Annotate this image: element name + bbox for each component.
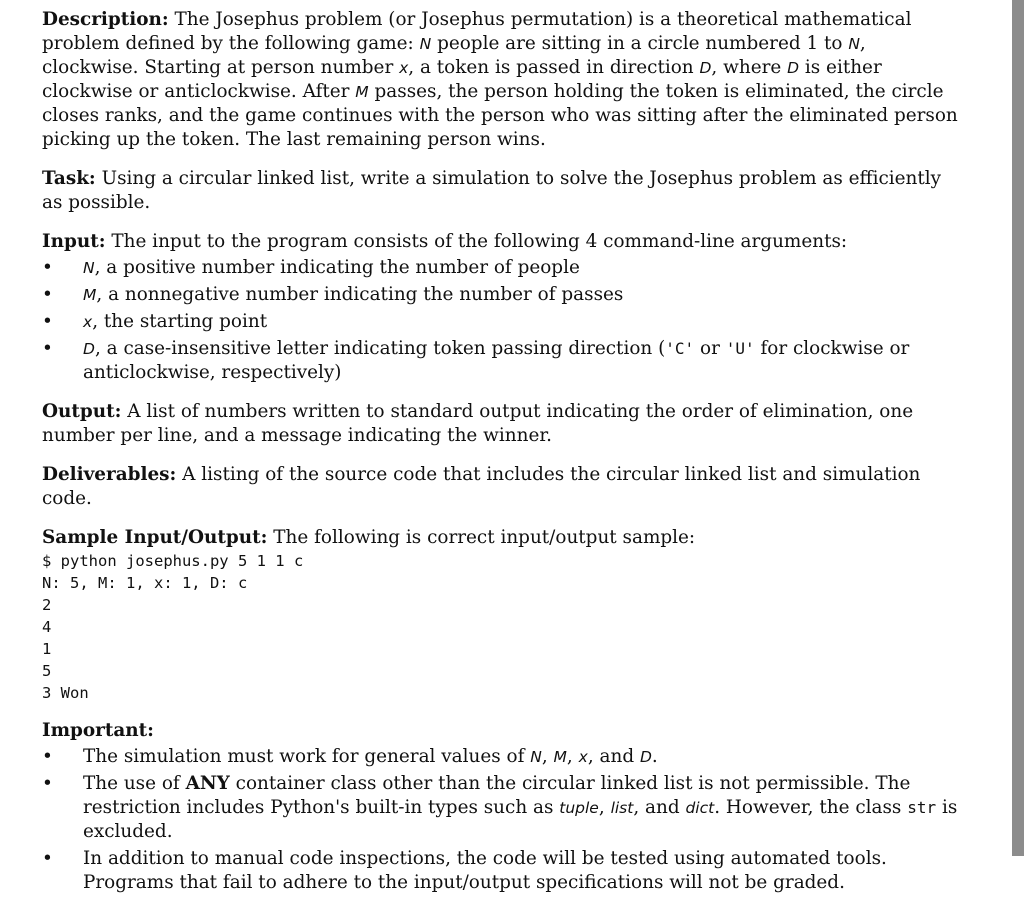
output-paragraph: Output: A list of numbers written to standard output indicating the order of elimination, one number per line, and a message indicating the winner. <box>42 401 914 446</box>
list-item: • In addition to manual code inspections, the code will be tested using automated tools. Programs that fail to adhere to the input/output specifications will not be graded. <box>42 848 887 893</box>
list-item: • M, a nonnegative number indicating the number of passes <box>42 284 624 305</box>
description-paragraph: Description: The Josephus problem (or Josephus permutation) is a theoretical mathematical problem defined by the following game: N people are sitting in a circle numbered 1 to N, clockwise. Starting at person number x, a token is passed in direction D, where D is either clockwise or anticlockwise. After M passes, the person holding the token is eliminated, the circle closes ranks, and the game continues with the person who was sitting after the eliminated person picking up the token. The last remaining person wins. <box>42 9 958 150</box>
list-item: • D, a case-insensitive letter indicating token passing direction ('C' or 'U' for clockwise or anticlockwise, respectively) <box>42 338 910 383</box>
assignment-document <box>42 8 962 898</box>
console-line: 5 <box>42 662 52 680</box>
output-label: Output: <box>42 401 122 422</box>
vertical-scrollbar[interactable] <box>1012 0 1024 856</box>
important-list <box>42 745 962 895</box>
console-line: 4 <box>42 618 52 636</box>
console-line: $ python josephus.py 5 1 1 c <box>42 552 304 570</box>
input-label: Input: <box>42 231 106 252</box>
sample-section: Sample Input/Output: The following is correct input/output sample: $ python josephus.py 5 1 1 c N: 5, M: 1, x: 1, D: c 2 4 1 5 3 Won <box>42 526 962 704</box>
description-label: Description: <box>42 9 169 30</box>
sample-console <box>42 550 962 704</box>
console-line: 2 <box>42 596 52 614</box>
list-item: • The use of ANY container class other than the circular linked list is not permissible. The restriction includes Python's built-in types such as tuple, list, and dict. However, the class str is excluded. <box>42 773 958 842</box>
deliverables-label: Deliverables: <box>42 464 177 485</box>
list-item: • x, the starting point <box>42 311 268 332</box>
list-item: • The simulation must work for general values of N, M, x, and D. <box>42 746 658 767</box>
deliverables-paragraph: Deliverables: A listing of the source code that includes the circular linked list and simulation code. <box>42 464 921 509</box>
list-item: • N, a positive number indicating the number of people <box>42 257 580 278</box>
console-line: N: 5, M: 1, x: 1, D: c <box>42 574 248 592</box>
console-line: 1 <box>42 640 52 658</box>
task-paragraph: Task: Using a circular linked list, write a simulation to solve the Josephus problem as efficiently as possible. <box>42 168 942 213</box>
important-label: Important: <box>42 720 154 741</box>
important-section <box>42 719 962 895</box>
input-list <box>42 256 962 385</box>
input-section: Input: The input to the program consists of the following 4 command-line arguments: • N, a positive number indicating the number of people • M, a nonnegative number indicating the number of passes • x, the starting point • D, a case-insensitive letter indicating token passing direction ('C' or 'U' for clockwise or anticlockwise, respectively) <box>42 230 962 385</box>
console-line: 3 Won <box>42 684 89 702</box>
task-label: Task: <box>42 168 96 189</box>
sample-label: Sample Input/Output: <box>42 527 268 548</box>
